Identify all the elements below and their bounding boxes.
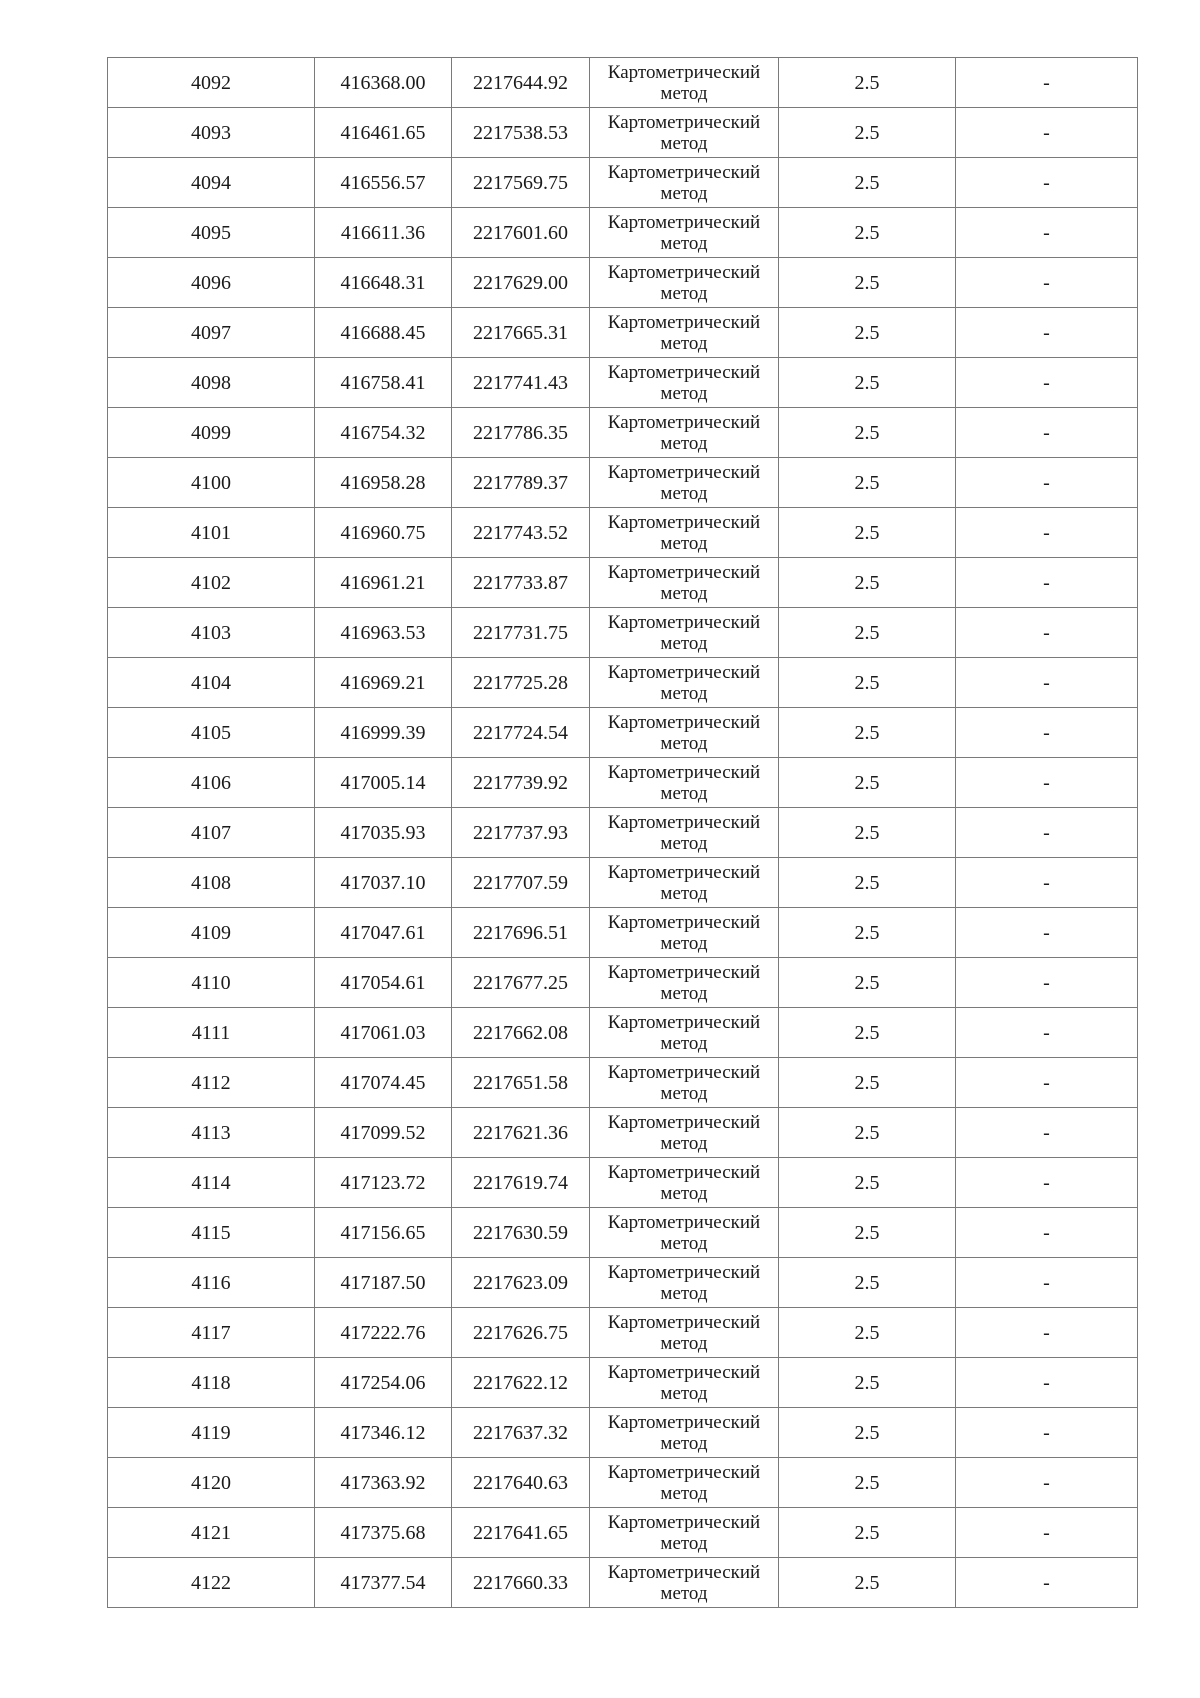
method-line-2: метод (660, 232, 708, 254)
y-coordinate-cell: 2217743.52 (452, 508, 590, 558)
method-line-2: метод (660, 1332, 708, 1354)
method-cell (590, 408, 779, 458)
y-coordinate-cell: 2217601.60 (452, 208, 590, 258)
method-cell (590, 608, 779, 658)
point-number-cell: 4115 (108, 1208, 315, 1258)
description-cell: - (956, 658, 1138, 708)
description-cell: - (956, 708, 1138, 758)
x-coordinate-cell: 417187.50 (315, 1258, 452, 1308)
method-cell (590, 358, 779, 408)
method-line-2: метод (660, 832, 708, 854)
y-coordinate-cell: 2217724.54 (452, 708, 590, 758)
method-line-2: метод (660, 332, 708, 354)
method-line-2: метод (660, 382, 708, 404)
description-cell: - (956, 808, 1138, 858)
method-line-2: метод (660, 1082, 708, 1104)
method-cell (590, 258, 779, 308)
point-number-cell: 4106 (108, 758, 315, 808)
accuracy-cell: 2.5 (779, 858, 956, 908)
y-coordinate-cell: 2217786.35 (452, 408, 590, 458)
description-cell: - (956, 508, 1138, 558)
method-cell (590, 1158, 779, 1208)
method-line-2: метод (660, 532, 708, 554)
point-number-cell: 4096 (108, 258, 315, 308)
description-cell: - (956, 1408, 1138, 1458)
y-coordinate-cell: 2217623.09 (452, 1258, 590, 1308)
y-coordinate-cell: 2217629.00 (452, 258, 590, 308)
method-line-1: Картометрический (607, 161, 761, 183)
accuracy-cell: 2.5 (779, 1458, 956, 1508)
method-line-1: Картометрический (607, 811, 761, 833)
point-number-cell: 4122 (108, 1558, 315, 1608)
point-number-cell: 4101 (108, 508, 315, 558)
table-row (108, 308, 1138, 358)
table-row (108, 608, 1138, 658)
x-coordinate-cell: 417346.12 (315, 1408, 452, 1458)
description-cell: - (956, 1508, 1138, 1558)
method-line-2: метод (660, 1532, 708, 1554)
x-coordinate-cell: 417061.03 (315, 1008, 452, 1058)
y-coordinate-cell: 2217569.75 (452, 158, 590, 208)
point-number-cell: 4117 (108, 1308, 315, 1358)
y-coordinate-cell: 2217731.75 (452, 608, 590, 658)
description-cell: - (956, 1058, 1138, 1108)
accuracy-cell: 2.5 (779, 1158, 956, 1208)
description-cell: - (956, 408, 1138, 458)
table-row (108, 708, 1138, 758)
accuracy-cell: 2.5 (779, 258, 956, 308)
x-coordinate-cell: 416963.53 (315, 608, 452, 658)
method-line-2: метод (660, 1382, 708, 1404)
x-coordinate-cell: 417377.54 (315, 1558, 452, 1608)
accuracy-cell: 2.5 (779, 1058, 956, 1108)
table-row (108, 58, 1138, 108)
y-coordinate-cell: 2217626.75 (452, 1308, 590, 1358)
point-number-cell: 4095 (108, 208, 315, 258)
method-line-1: Картометрический (607, 311, 761, 333)
accuracy-cell: 2.5 (779, 1558, 956, 1608)
description-cell: - (956, 1008, 1138, 1058)
point-number-cell: 4098 (108, 358, 315, 408)
method-line-1: Картометрический (607, 661, 761, 683)
table-row (108, 258, 1138, 308)
method-line-2: метод (660, 632, 708, 654)
point-number-cell: 4114 (108, 1158, 315, 1208)
point-number-cell: 4097 (108, 308, 315, 358)
method-cell (590, 958, 779, 1008)
method-line-1: Картометрический (607, 1061, 761, 1083)
method-cell (590, 708, 779, 758)
method-line-2: метод (660, 682, 708, 704)
method-cell (590, 1258, 779, 1308)
y-coordinate-cell: 2217662.08 (452, 1008, 590, 1058)
description-cell: - (956, 558, 1138, 608)
method-line-2: метод (660, 932, 708, 954)
accuracy-cell: 2.5 (779, 108, 956, 158)
table-row (108, 758, 1138, 808)
method-line-1: Картометрический (607, 711, 761, 733)
table-row (108, 1308, 1138, 1358)
method-cell (590, 1108, 779, 1158)
accuracy-cell: 2.5 (779, 558, 956, 608)
description-cell: - (956, 1208, 1138, 1258)
x-coordinate-cell: 416688.45 (315, 308, 452, 358)
x-coordinate-cell: 416999.39 (315, 708, 452, 758)
x-coordinate-cell: 416611.36 (315, 208, 452, 258)
method-line-1: Картометрический (607, 1261, 761, 1283)
y-coordinate-cell: 2217641.65 (452, 1508, 590, 1558)
method-line-2: метод (660, 1182, 708, 1204)
method-cell (590, 508, 779, 558)
accuracy-cell: 2.5 (779, 158, 956, 208)
y-coordinate-cell: 2217737.93 (452, 808, 590, 858)
method-line-2: метод (660, 1032, 708, 1054)
accuracy-cell: 2.5 (779, 758, 956, 808)
x-coordinate-cell: 417047.61 (315, 908, 452, 958)
point-number-cell: 4110 (108, 958, 315, 1008)
point-number-cell: 4093 (108, 108, 315, 158)
x-coordinate-cell: 416754.32 (315, 408, 452, 458)
method-line-1: Картометрический (607, 1211, 761, 1233)
x-coordinate-cell: 416648.31 (315, 258, 452, 308)
method-cell (590, 1408, 779, 1458)
method-cell (590, 458, 779, 508)
method-line-1: Картометрический (607, 461, 761, 483)
method-line-2: метод (660, 432, 708, 454)
method-line-1: Картометрический (607, 1561, 761, 1583)
table-row (108, 208, 1138, 258)
table-row (108, 1208, 1138, 1258)
table-row (108, 1458, 1138, 1508)
method-line-1: Картометрический (607, 911, 761, 933)
method-line-1: Картометрический (607, 1461, 761, 1483)
y-coordinate-cell: 2217739.92 (452, 758, 590, 808)
point-number-cell: 4118 (108, 1358, 315, 1408)
accuracy-cell: 2.5 (779, 1258, 956, 1308)
accuracy-cell: 2.5 (779, 458, 956, 508)
table-row (108, 1508, 1138, 1558)
method-line-2: метод (660, 182, 708, 204)
method-line-1: Картометрический (607, 261, 761, 283)
y-coordinate-cell: 2217640.63 (452, 1458, 590, 1508)
point-number-cell: 4111 (108, 1008, 315, 1058)
method-line-2: метод (660, 282, 708, 304)
method-cell (590, 1508, 779, 1558)
y-coordinate-cell: 2217660.33 (452, 1558, 590, 1608)
method-cell (590, 858, 779, 908)
table-row (108, 808, 1138, 858)
method-cell (590, 158, 779, 208)
description-cell: - (956, 158, 1138, 208)
point-number-cell: 4102 (108, 558, 315, 608)
table-row (108, 1008, 1138, 1058)
table-row (108, 1108, 1138, 1158)
table-row (108, 1058, 1138, 1108)
x-coordinate-cell: 417375.68 (315, 1508, 452, 1558)
method-line-2: метод (660, 1282, 708, 1304)
method-line-1: Картометрический (607, 1011, 761, 1033)
x-coordinate-cell: 417363.92 (315, 1458, 452, 1508)
accuracy-cell: 2.5 (779, 908, 956, 958)
y-coordinate-cell: 2217622.12 (452, 1358, 590, 1408)
method-line-1: Картометрический (607, 1311, 761, 1333)
x-coordinate-cell: 417037.10 (315, 858, 452, 908)
accuracy-cell: 2.5 (779, 1108, 956, 1158)
method-line-1: Картометрический (607, 611, 761, 633)
x-coordinate-cell: 417156.65 (315, 1208, 452, 1258)
method-line-2: метод (660, 582, 708, 604)
y-coordinate-cell: 2217677.25 (452, 958, 590, 1008)
x-coordinate-cell: 416960.75 (315, 508, 452, 558)
method-cell (590, 1358, 779, 1408)
description-cell: - (956, 108, 1138, 158)
accuracy-cell: 2.5 (779, 58, 956, 108)
description-cell: - (956, 1258, 1138, 1308)
x-coordinate-cell: 416961.21 (315, 558, 452, 608)
accuracy-cell: 2.5 (779, 1308, 956, 1358)
point-number-cell: 4107 (108, 808, 315, 858)
y-coordinate-cell: 2217637.32 (452, 1408, 590, 1458)
accuracy-cell: 2.5 (779, 808, 956, 858)
description-cell: - (956, 908, 1138, 958)
method-line-2: метод (660, 982, 708, 1004)
table-row (108, 108, 1138, 158)
point-number-cell: 4112 (108, 1058, 315, 1108)
accuracy-cell: 2.5 (779, 408, 956, 458)
table-row (108, 508, 1138, 558)
method-line-1: Картометрический (607, 211, 761, 233)
accuracy-cell: 2.5 (779, 1208, 956, 1258)
method-line-2: метод (660, 1482, 708, 1504)
method-line-2: метод (660, 1432, 708, 1454)
description-cell: - (956, 458, 1138, 508)
accuracy-cell: 2.5 (779, 958, 956, 1008)
method-line-2: метод (660, 732, 708, 754)
x-coordinate-cell: 416368.00 (315, 58, 452, 108)
method-line-1: Картометрический (607, 1161, 761, 1183)
method-cell (590, 308, 779, 358)
method-line-1: Картометрический (607, 1511, 761, 1533)
method-line-2: метод (660, 482, 708, 504)
y-coordinate-cell: 2217733.87 (452, 558, 590, 608)
accuracy-cell: 2.5 (779, 308, 956, 358)
method-line-1: Картометрический (607, 361, 761, 383)
method-line-1: Картометрический (607, 861, 761, 883)
description-cell: - (956, 858, 1138, 908)
accuracy-cell: 2.5 (779, 1008, 956, 1058)
y-coordinate-cell: 2217651.58 (452, 1058, 590, 1108)
coordinates-table (107, 57, 1138, 1608)
table-row (108, 158, 1138, 208)
method-line-1: Картометрический (607, 511, 761, 533)
x-coordinate-cell: 416758.41 (315, 358, 452, 408)
description-cell: - (956, 1558, 1138, 1608)
accuracy-cell: 2.5 (779, 708, 956, 758)
method-line-2: метод (660, 882, 708, 904)
x-coordinate-cell: 417074.45 (315, 1058, 452, 1108)
point-number-cell: 4113 (108, 1108, 315, 1158)
x-coordinate-cell: 417054.61 (315, 958, 452, 1008)
point-number-cell: 4108 (108, 858, 315, 908)
method-line-1: Картометрический (607, 61, 761, 83)
y-coordinate-cell: 2217619.74 (452, 1158, 590, 1208)
method-cell (590, 58, 779, 108)
description-cell: - (956, 1358, 1138, 1408)
point-number-cell: 4105 (108, 708, 315, 758)
method-cell (590, 808, 779, 858)
table-row (108, 408, 1138, 458)
point-number-cell: 4104 (108, 658, 315, 708)
accuracy-cell: 2.5 (779, 608, 956, 658)
x-coordinate-cell: 417035.93 (315, 808, 452, 858)
table-row (108, 458, 1138, 508)
y-coordinate-cell: 2217538.53 (452, 108, 590, 158)
point-number-cell: 4121 (108, 1508, 315, 1558)
x-coordinate-cell: 416556.57 (315, 158, 452, 208)
method-line-1: Картометрический (607, 961, 761, 983)
description-cell: - (956, 208, 1138, 258)
x-coordinate-cell: 416969.21 (315, 658, 452, 708)
y-coordinate-cell: 2217665.31 (452, 308, 590, 358)
method-cell (590, 1058, 779, 1108)
x-coordinate-cell: 417222.76 (315, 1308, 452, 1358)
description-cell: - (956, 608, 1138, 658)
accuracy-cell: 2.5 (779, 1358, 956, 1408)
method-cell (590, 1208, 779, 1258)
description-cell: - (956, 258, 1138, 308)
table-row (108, 1408, 1138, 1458)
method-line-1: Картометрический (607, 561, 761, 583)
table-row (108, 858, 1138, 908)
description-cell: - (956, 1458, 1138, 1508)
description-cell: - (956, 308, 1138, 358)
table-row (108, 558, 1138, 608)
description-cell: - (956, 358, 1138, 408)
y-coordinate-cell: 2217725.28 (452, 658, 590, 708)
y-coordinate-cell: 2217644.92 (452, 58, 590, 108)
description-cell: - (956, 958, 1138, 1008)
point-number-cell: 4120 (108, 1458, 315, 1508)
accuracy-cell: 2.5 (779, 208, 956, 258)
method-cell (590, 1308, 779, 1358)
accuracy-cell: 2.5 (779, 658, 956, 708)
point-number-cell: 4099 (108, 408, 315, 458)
method-line-2: метод (660, 1232, 708, 1254)
method-cell (590, 1008, 779, 1058)
y-coordinate-cell: 2217707.59 (452, 858, 590, 908)
x-coordinate-cell: 417099.52 (315, 1108, 452, 1158)
method-line-2: метод (660, 1132, 708, 1154)
table-row (108, 1558, 1138, 1608)
y-coordinate-cell: 2217696.51 (452, 908, 590, 958)
method-line-1: Картометрический (607, 411, 761, 433)
method-cell (590, 1458, 779, 1508)
point-number-cell: 4092 (108, 58, 315, 108)
table-row (108, 1358, 1138, 1408)
method-line-1: Картометрический (607, 1411, 761, 1433)
point-number-cell: 4109 (108, 908, 315, 958)
method-cell (590, 558, 779, 608)
method-line-2: метод (660, 782, 708, 804)
method-cell (590, 208, 779, 258)
point-number-cell: 4100 (108, 458, 315, 508)
table-row (108, 358, 1138, 408)
method-cell (590, 1558, 779, 1608)
method-cell (590, 658, 779, 708)
point-number-cell: 4116 (108, 1258, 315, 1308)
x-coordinate-cell: 417005.14 (315, 758, 452, 808)
description-cell: - (956, 1308, 1138, 1358)
point-number-cell: 4094 (108, 158, 315, 208)
table-row (108, 958, 1138, 1008)
description-cell: - (956, 1108, 1138, 1158)
point-number-cell: 4103 (108, 608, 315, 658)
method-cell (590, 758, 779, 808)
y-coordinate-cell: 2217789.37 (452, 458, 590, 508)
accuracy-cell: 2.5 (779, 358, 956, 408)
y-coordinate-cell: 2217630.59 (452, 1208, 590, 1258)
coordinates-table-body (108, 58, 1138, 1608)
description-cell: - (956, 1158, 1138, 1208)
method-line-2: метод (660, 132, 708, 154)
method-cell (590, 108, 779, 158)
method-line-1: Картометрический (607, 761, 761, 783)
x-coordinate-cell: 417254.06 (315, 1358, 452, 1408)
description-cell: - (956, 58, 1138, 108)
description-cell: - (956, 758, 1138, 808)
table-row (108, 1158, 1138, 1208)
method-line-1: Картометрический (607, 1111, 761, 1133)
y-coordinate-cell: 2217621.36 (452, 1108, 590, 1158)
table-row (108, 908, 1138, 958)
x-coordinate-cell: 416958.28 (315, 458, 452, 508)
accuracy-cell: 2.5 (779, 1408, 956, 1458)
x-coordinate-cell: 416461.65 (315, 108, 452, 158)
point-number-cell: 4119 (108, 1408, 315, 1458)
method-cell (590, 908, 779, 958)
table-row (108, 658, 1138, 708)
method-line-2: метод (660, 1582, 708, 1604)
accuracy-cell: 2.5 (779, 1508, 956, 1558)
method-line-1: Картометрический (607, 1361, 761, 1383)
method-line-2: метод (660, 82, 708, 104)
accuracy-cell: 2.5 (779, 508, 956, 558)
table-row (108, 1258, 1138, 1308)
method-line-1: Картометрический (607, 111, 761, 133)
x-coordinate-cell: 417123.72 (315, 1158, 452, 1208)
y-coordinate-cell: 2217741.43 (452, 358, 590, 408)
